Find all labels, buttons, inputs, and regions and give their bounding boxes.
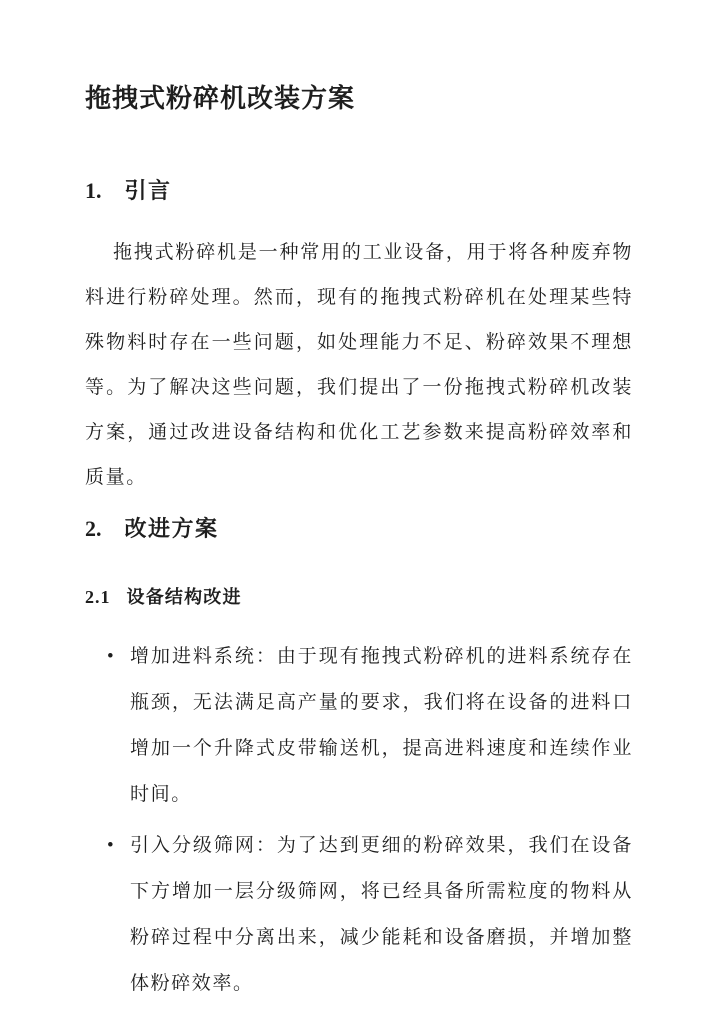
subsection-2-1-title: 设备结构改进	[126, 587, 242, 607]
section-2-title: 改进方案	[124, 516, 219, 541]
list-item-text: 增加进料系统：由于现有拖拽式粉碎机的进料系统存在瓶颈，无法满足高产量的要求，我们将在设备的进料口增加一个升降式皮带输送机，提高进料速度和连续作业时间。	[130, 646, 633, 805]
section-1-heading	[85, 176, 633, 206]
section-1-number: 1.	[85, 178, 102, 203]
bullet-list	[85, 634, 633, 1007]
subsection-2-1-heading	[85, 585, 633, 609]
list-item	[85, 634, 633, 818]
section-2-number: 2.	[85, 516, 102, 541]
section-1-title: 引言	[124, 178, 172, 203]
bullet-icon: •	[107, 646, 114, 667]
list-item	[85, 823, 633, 1007]
section-2-heading	[85, 514, 633, 544]
intro-paragraph: 拖拽式粉碎机是一种常用的工业设备，用于将各种废弃物料进行粉碎处理。然而，现有的拖拽式粉碎机在处理某些特殊物料时存在一些问题，如处理能力不足、粉碎效果不理想等。为了解决这些问题，我们提出了一份拖拽式粉碎机改装方案，通过改进设备结构和优化工艺参数来提高粉碎效率和质量。	[85, 242, 633, 488]
bullet-icon: •	[107, 835, 114, 856]
subsection-2-1-number: 2.1	[85, 587, 111, 607]
list-item-text: 引入分级筛网：为了达到更细的粉碎效果，我们在设备下方增加一层分级筛网，将已经具备所需粒度的物料从粉碎过程中分离出来，减少能耗和设备磨损，并增加整体粉碎效率。	[130, 835, 633, 994]
document-title: 拖拽式粉碎机改装方案	[85, 84, 356, 113]
